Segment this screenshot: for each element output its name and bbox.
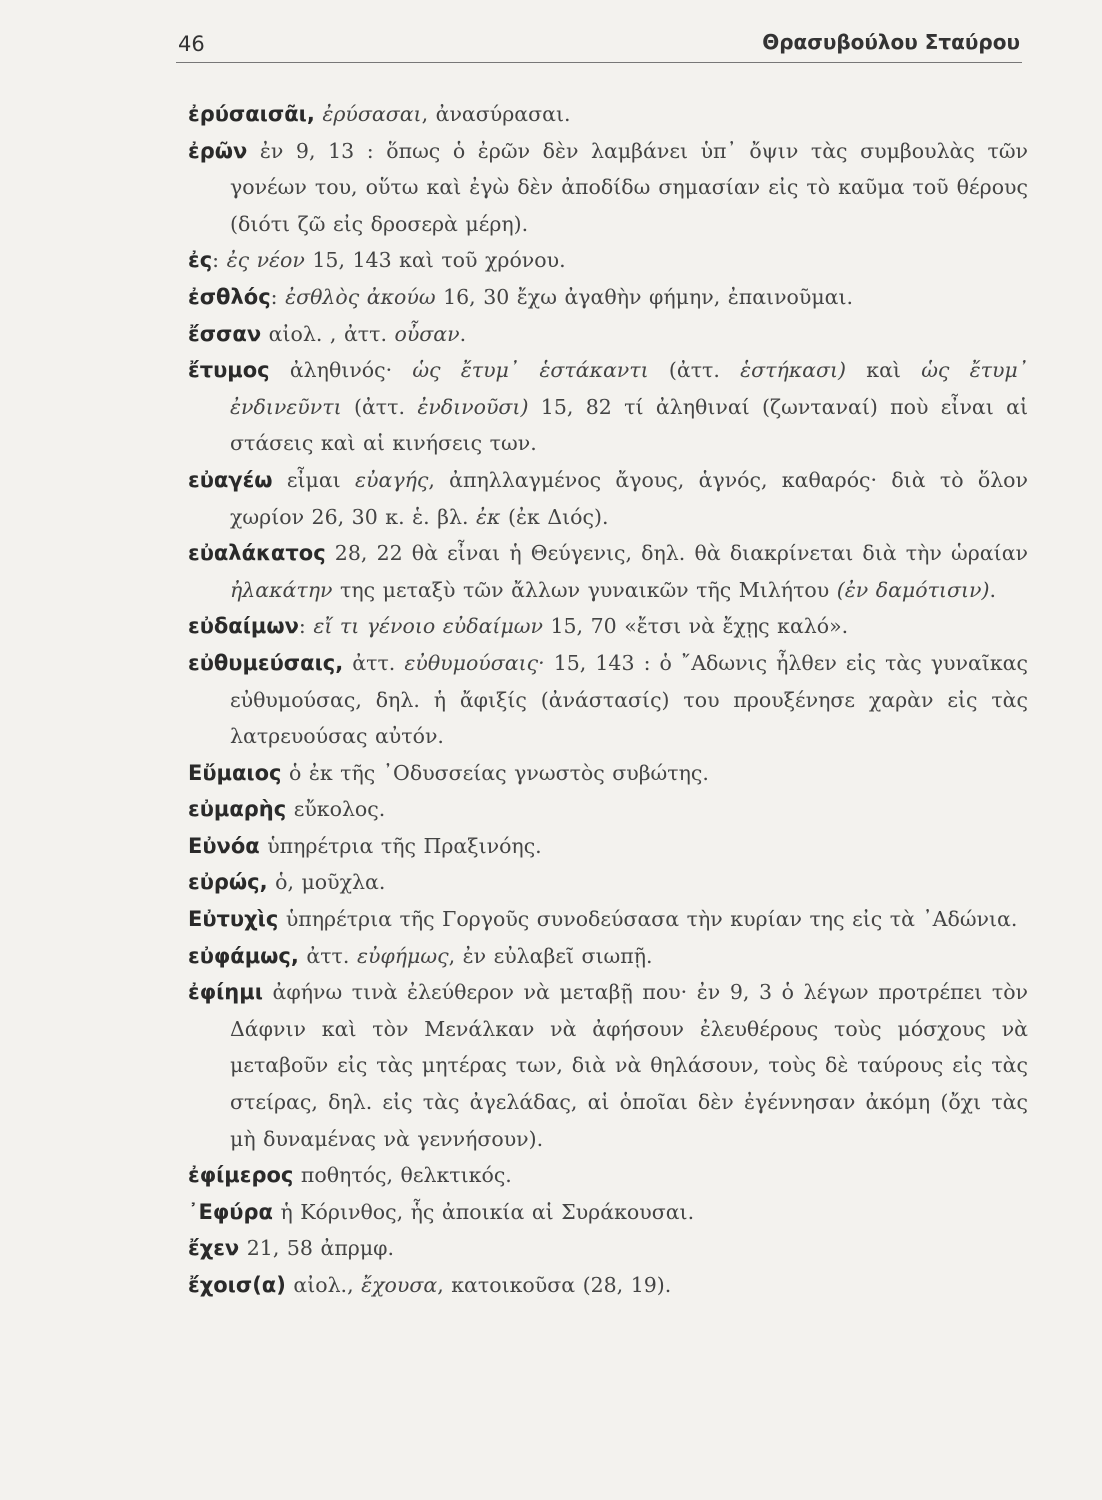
glossary-entry <box>188 316 1028 353</box>
definition-text: , κατοικοῦσα (28, 19). <box>437 1273 672 1297</box>
definition-text: , ἐν εὐλαβεῖ σιωπῇ. <box>448 943 653 968</box>
glossary-entries <box>188 96 1028 1304</box>
definition-text: , ἀπηλλαγμένος ἄγους, ἁγνός, καθαρός· διὰ τὸ ὅλον χωρίον 26, 30 κ. ἑ. βλ. <box>230 467 1028 529</box>
page-number: 46 <box>178 32 205 56</box>
headword: ᾿Εφύρα <box>188 1199 273 1224</box>
glossary-entry <box>188 828 1028 865</box>
definition-text: 28, 22 θὰ εἶναι ἡ Θεύγενις, δηλ. θὰ διακρίνεται διὰ τὴν ὡραίαν <box>325 541 1028 566</box>
headword: ἐρῶν <box>188 138 248 163</box>
definition-text: ὑπηρέτρια τῆς Γοργοῦς συνοδεύσασα τὴν κυρίαν της εἰς τὰ ᾿Αδώνια. <box>278 907 1018 932</box>
definition-text: καὶ <box>846 358 922 383</box>
headword: εὐμαρὴς <box>188 797 287 822</box>
cited-form: ἑστήκασι) <box>740 358 847 383</box>
cited-form: εὐαγής <box>355 467 429 492</box>
cited-form: εὐφήμως <box>356 943 449 968</box>
glossary-entry <box>188 608 1028 645</box>
cited-form: ὡς ἔτυμ᾿ ἑστάκαντι <box>412 358 649 383</box>
cited-form: ἐνδινοῦσι) <box>417 394 529 419</box>
headword: Εὔμαιος <box>188 760 282 785</box>
definition-text: ἐν 9, 13 : ὅπως ὁ ἐρῶν δὲν λαμβάνει ὑπ᾿ ὄψιν τὰς συμβουλὰς τῶν γονέων του, οὕτω καὶ ἐγὼ δὲν ἀποδίδω σημασίαν εἰς τὸ καῦμα τοῦ θέρους (διότι ζῶ εἰς δροσερὰ μέρη). <box>230 138 1028 236</box>
definition-text: ποθητός, θελκτικός. <box>293 1163 512 1188</box>
definition-text: : <box>212 248 227 273</box>
page-header <box>176 28 1022 63</box>
glossary-entry <box>188 352 1028 462</box>
headword: ἐς <box>188 248 213 273</box>
headword: Εὐνόα <box>188 833 260 858</box>
cited-form: ἐσθλὸς ἀκούω <box>285 284 436 309</box>
glossary-entry <box>188 1230 1028 1267</box>
definition-text: (ἐκ Διός). <box>500 504 609 529</box>
glossary-entry <box>188 1157 1028 1194</box>
glossary-entry <box>188 974 1028 1157</box>
definition-text: (ἀττ. <box>648 358 741 383</box>
glossary-entry <box>188 1267 1028 1304</box>
definition-text: ἀττ. <box>298 943 357 968</box>
headword: ἐφίμερος <box>188 1163 294 1188</box>
definition-text: 15, 70 «ἔτσι νὰ ἔχῃς καλό». <box>542 614 849 639</box>
glossary-entry <box>188 133 1028 243</box>
definition-text: της μεταξὺ τῶν ἄλλων γυναικῶν τῆς Μιλήτου <box>332 577 837 602</box>
definition-text: ὁ ἐκ τῆς ᾿Οδυσσείας γνωστὸς συβώτης. <box>281 760 709 785</box>
definition-text: ἀληθινός· <box>269 358 413 383</box>
definition-text: . <box>459 321 467 346</box>
definition-text: ὑπηρέτρια τῆς Πραξινόης. <box>259 833 542 858</box>
cited-form: (ἐν δαμότισιν) <box>836 577 990 602</box>
glossary-entry <box>188 901 1028 938</box>
definition-text: . <box>989 577 996 602</box>
definition-text: (ἀττ. <box>341 394 418 419</box>
cited-form: ὡς ἔτυμ᾿ ἐνδινεῦντι <box>230 358 1028 419</box>
cited-form: εἴ τι γένοιο εὐδαίμων <box>313 614 543 639</box>
headword: ἔχοισ(α) <box>188 1273 286 1297</box>
cited-form: ἔχουσα <box>361 1273 438 1297</box>
definition-text: 15, 143 : ὁ ῎Αδωνις ἦλθεν εἰς τὰς γυναῖκας εὐθυμούσας, δηλ. ἡ ἄφιξίς (ἀνάστασίς) του προυξένησε χαρὰν εἰς τὰς λατρευούσας αὐτόν. <box>230 650 1028 749</box>
running-title: Θρασυβούλου Σταύρου <box>762 30 1020 54</box>
glossary-entry <box>188 535 1028 608</box>
headword: εὐδαίμων <box>188 614 299 639</box>
headword: εὐρώς, <box>188 870 268 895</box>
glossary-entry <box>188 864 1028 901</box>
definition-text: ὁ, μοῦχλα. <box>267 870 386 895</box>
headword: ἐφίημι <box>188 980 263 1005</box>
definition-text: 15, 143 καὶ τοῦ χρόνου. <box>304 248 566 273</box>
cited-form: εὐθυμούσαις· <box>404 650 545 675</box>
definition-text: 16, 30 ἔχω ἀγαθὴν φήμην, ἐπαινοῦμαι. <box>435 284 854 309</box>
headword: εὐφάμως, <box>188 943 299 968</box>
definition-text: αἰολ., <box>285 1273 362 1297</box>
headword: ἔτυμος <box>188 358 270 383</box>
definition-text: αἰολ. , ἀττ. <box>261 321 395 346</box>
headword: εὐθυμεύσαις, <box>188 650 344 675</box>
glossary-entry <box>188 938 1028 975</box>
cited-form: οὖσαν <box>394 321 460 346</box>
definition-text: 15, 82 τί ἀληθιναί (ζωνταναί) ποὺ εἶναι αἱ στάσεις καὶ αἱ κινήσεις των. <box>230 394 1029 456</box>
headword: ἐσθλός <box>188 284 271 309</box>
glossary-entry <box>188 96 1028 133</box>
headword: Εὐτυχὶς <box>188 907 279 932</box>
definition-text: 21, 58 ἀπρμφ. <box>239 1236 395 1261</box>
definition-text: : <box>270 284 286 309</box>
glossary-entry <box>188 1194 1028 1231</box>
definition-text: ἀττ. <box>343 650 405 675</box>
headword: ἐρύσαισᾶι, <box>188 102 315 126</box>
headword: ἔσσαν <box>188 321 262 346</box>
cited-form: ἠλακάτην <box>230 577 333 602</box>
definition-text: ἡ Κόρινθος, ἧς ἀποικία αἱ Συράκουσαι. <box>272 1199 695 1224</box>
headword: εὐαγέω <box>188 467 273 492</box>
headword: εὐαλάκατος <box>188 541 326 566</box>
definition-text: εὔκολος. <box>286 797 386 822</box>
definition-text: , ἀνασύρασαι. <box>421 102 571 126</box>
glossary-entry <box>188 279 1028 316</box>
headword: ἔχεν <box>188 1236 240 1261</box>
cited-form: ἐρύσασαι <box>322 102 422 126</box>
glossary-entry <box>188 645 1028 755</box>
definition-text: εἶμαι <box>272 467 356 492</box>
definition-text: : <box>298 614 314 639</box>
cited-form: ἐκ <box>476 504 501 529</box>
glossary-entry <box>188 242 1028 279</box>
glossary-entry <box>188 755 1028 792</box>
definition-text: ἀφήνω τινὰ ἐλεύθερον νὰ μεταβῇ που· ἐν 9, 3 ὁ λέγων προτρέπει τὸν Δάφνιν καὶ τὸν Μενάλκαν νὰ ἀφήσουν ἐλευθέρους τοὺς μόσχους νὰ μεταβοῦν εἰς τὰς μητέρας των, διὰ νὰ θηλάσουν, τοὺς δὲ ταύρους εἰς τὰς στείρας, δηλ. εἰς τὰς ἀγελάδας, αἱ ὁποῖαι δὲν ἐγέννησαν ἀκόμη (ὄχι τὰς μὴ δυναμένας νὰ γεννήσουν). <box>230 980 1028 1151</box>
glossary-entry <box>188 791 1028 828</box>
glossary-entry <box>188 462 1028 535</box>
cited-form: ἐς νέον <box>226 248 305 273</box>
